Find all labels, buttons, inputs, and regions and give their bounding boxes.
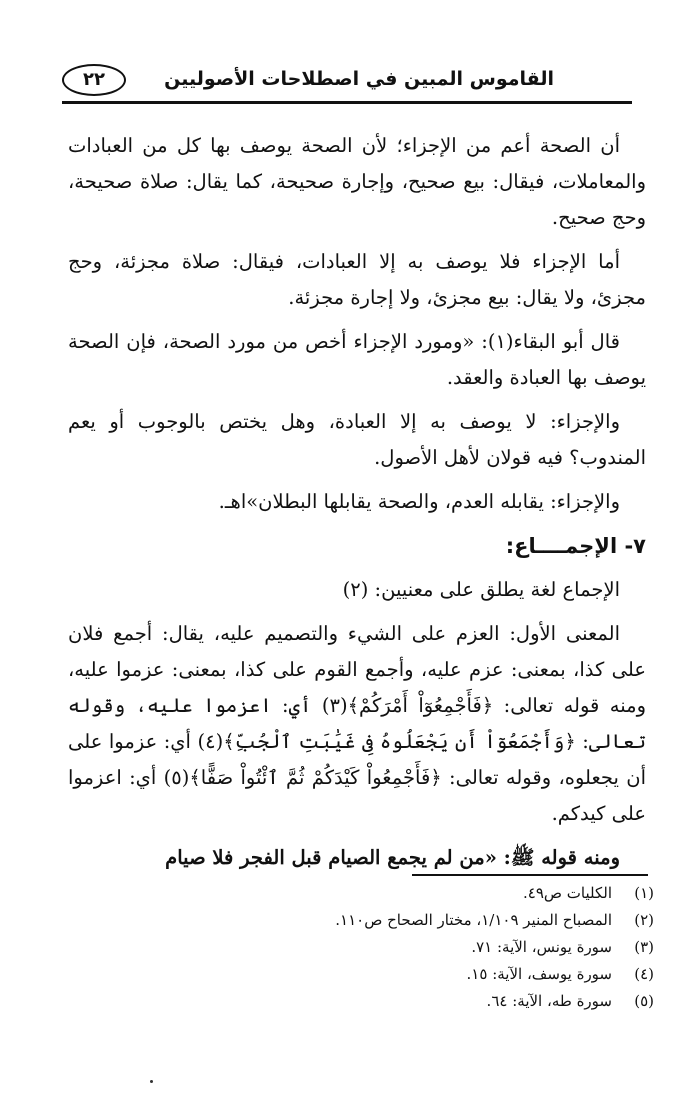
footnote xyxy=(68,934,654,961)
print-dot xyxy=(150,1080,153,1083)
hadith-line: ومنه قوله ﷺ: «من لم يجمع الصيام قبل الفجر فلا صيام xyxy=(165,846,620,869)
footnote-number: (٢) xyxy=(634,911,654,929)
paragraph: والإجزاء: لا يوصف به إلا العبادة، وهل يختص بالوجوب أو يعم المندوب؟ فيه قولان لأهل الأصول. xyxy=(68,410,646,469)
footnote-text: الكليات ص٤٩. xyxy=(522,884,612,902)
footnote-number: (٣) xyxy=(634,938,654,956)
footnotes xyxy=(68,880,654,1015)
paragraph: المعنى الأول: العزم على الشيء والتصميم عليه، يقال: أجمع فلان على كذا، بمعنى: عزم عليه، وأجمع القوم على كذا، بمعنى: عزموا عليه، ومنه قوله تعالى: ﴿فَأَجْمِعُوٓاْ أَمْرَكُمْ﴾(٣) أي: اعزموا عليه، وقوله تعالى: ﴿وَأَجْمَعُوٓاْ أَن يَجْعَلُوهُ فِى غَيَٰبَتِ ٱلْجُبِّ﴾(٤) أي: عزموا على أن يجعلوه، وقوله تعالى: ﴿فَأَجْمِعُواْ كَيْدَكُمْ ثُمَّ ٱئْتُواْ صَفًّا﴾(٥) أي: اعزموا على كيدكم. xyxy=(68,622,646,825)
footnote xyxy=(68,961,654,988)
footnote-number: (١) xyxy=(634,884,654,902)
body-text xyxy=(68,128,646,884)
paragraph: قال أبو البقاء(١): «ومورد الإجزاء أخص من مورد الصحة، فإن الصحة يوصف بها العبادة والعقد. xyxy=(68,330,646,389)
footnote-number: (٤) xyxy=(634,965,654,983)
footnote-text: سورة طه، الآية: ٦٤. xyxy=(486,992,612,1010)
footnote xyxy=(68,880,654,907)
page-number: ٢٢ xyxy=(62,64,126,96)
page-header xyxy=(62,60,632,100)
header-rule xyxy=(62,101,632,104)
footnote-text: المصباح المنير ١/١٠٩، مختار الصحاح ص١١٠. xyxy=(335,911,612,929)
paragraph: أما الإجزاء فلا يوصف به إلا العبادات، فيقال: صلاة مجزئة، وحج مجزئ، ولا يقال: بيع مجزئ، ولا إجارة مجزئة. xyxy=(68,250,646,309)
footnote xyxy=(68,907,654,934)
footnote xyxy=(68,988,654,1015)
footnote-number: (٥) xyxy=(634,992,654,1010)
footnote-text: سورة يوسف، الآية: ١٥. xyxy=(466,965,612,983)
running-title: القاموس المبين في اصطلاحات الأصوليين xyxy=(164,68,554,90)
footnote-text: سورة يونس، الآية: ٧١. xyxy=(471,938,612,956)
section-heading: ٧- الإجمــــاع: xyxy=(505,534,646,558)
paragraph: الإجماع لغة يطلق على معنيين: (٢) xyxy=(342,578,620,601)
footnote-rule xyxy=(412,874,648,876)
paragraph: والإجزاء: يقابله العدم، والصحة يقابلها البطلان»اهـ. xyxy=(218,490,620,513)
paragraph: أن الصحة أعم من الإجزاء؛ لأن الصحة يوصف بها كل من العبادات والمعاملات، فيقال: بيع صحيح، وإجارة صحيحة، كما يقال: صلاة صحيحة، وحج صحيح. xyxy=(68,134,646,229)
